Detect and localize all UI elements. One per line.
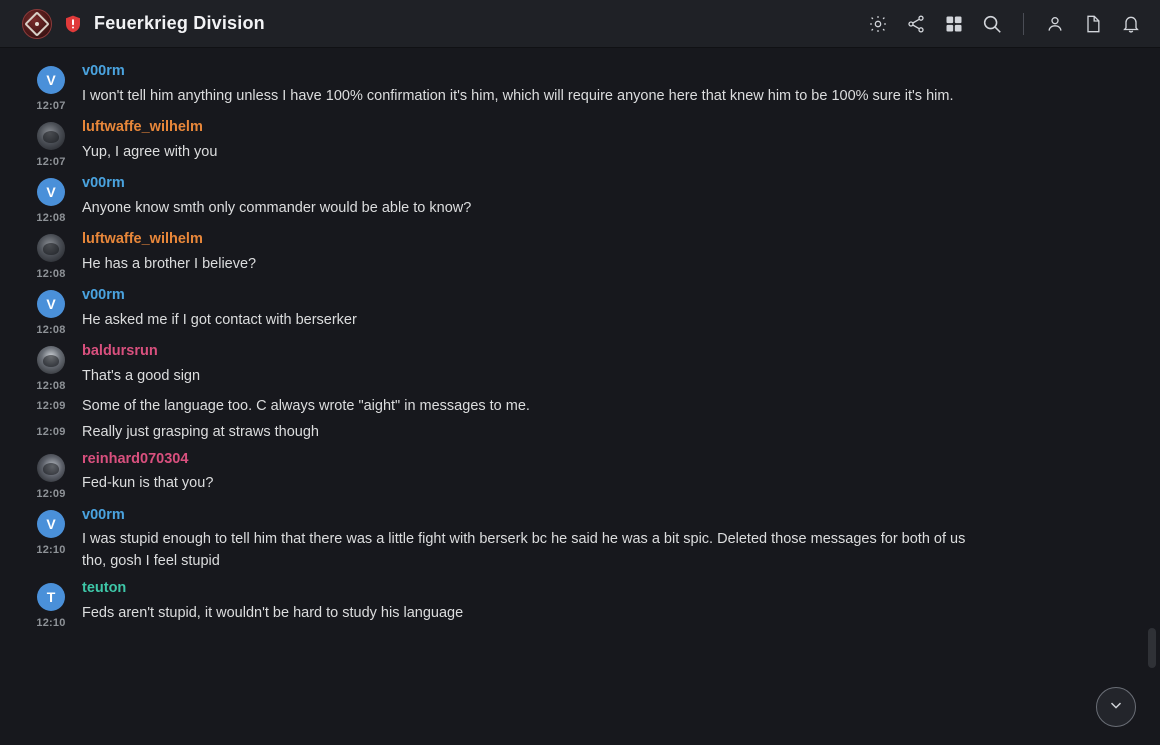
message-gutter [20,422,82,444]
message-username[interactable]: v00rm [82,287,125,303]
message-group [0,282,1160,338]
jump-to-bottom-button[interactable] [1096,687,1136,727]
message-text: Yup, I agree with you [82,143,218,160]
shield-exclamation-icon [64,14,82,34]
message-timestamp: 12:08 [36,212,66,224]
message-username[interactable]: v00rm [82,63,125,79]
message-timestamp: 12:10 [36,616,66,629]
gear-icon[interactable] [867,13,889,35]
avatar[interactable] [37,454,65,482]
header-divider [1023,13,1024,35]
message-username[interactable]: baldursrun [82,343,158,359]
grid-icon[interactable] [943,13,965,35]
message-group [0,446,1160,502]
message-body [82,116,1140,168]
file-icon[interactable] [1082,13,1104,35]
message-gutter [20,340,82,392]
message-timestamp: 12:09 [36,425,66,438]
message-gutter [20,116,82,168]
message-group [0,226,1160,282]
message-group [0,575,1160,631]
message-text: Anyone know smth only commander would be able to know? [82,199,472,216]
message-text: That's a good sign [82,367,201,384]
message-group [0,58,1160,114]
message-body [82,448,1140,500]
message-timestamp: 12:08 [36,324,66,336]
bell-icon[interactable] [1120,13,1142,35]
message-text: He has a brother I believe? [82,255,257,272]
avatar[interactable] [37,346,65,374]
message-gutter [20,504,82,573]
message-text: I was stupid enough to tell him that there was a little fight with berserk bc he said he was a bit spic. Deleted those messages for both of us tho, gosh I feel stupid [82,531,966,570]
message-body [82,60,1140,112]
message-username[interactable]: luftwaffe_wilhelm [82,231,203,247]
message-timestamp: 12:07 [36,100,66,112]
message-body [82,422,1140,444]
message-list[interactable] [0,48,1160,745]
message-timestamp: 12:08 [36,268,66,280]
page-title: Feuerkrieg Division [94,13,265,33]
message-username[interactable]: reinhard070304 [82,450,189,467]
message-gutter [20,284,82,336]
message-body [82,228,1140,280]
message-text: He asked me if I got contact with berserker [82,311,357,328]
avatar[interactable] [37,234,65,262]
message-gutter [20,448,82,500]
app-header [0,0,1160,48]
message-gutter [20,577,82,629]
chat-scrollbar-thumb[interactable] [1148,628,1156,668]
message-group [0,170,1160,226]
avatar[interactable]: T [37,583,65,611]
message-timestamp: 12:09 [36,487,66,500]
members-icon[interactable] [1044,13,1066,35]
avatar[interactable]: V [37,66,65,94]
server-avatar[interactable] [22,9,52,39]
message-text: Fed-kun is that you? [82,475,214,492]
message-text: Really just grasping at straws though [82,423,319,440]
message-text: Some of the language too. C always wrote "aight" in messages to me. [82,398,530,414]
message-text: I won't tell him anything unless I have 100% confirmation it's him, which will require anyone here that knew him to be 100% sure it's him. [82,87,954,104]
header-left [22,9,867,39]
message-timestamp: 12:09 [36,400,66,412]
avatar[interactable] [37,122,65,150]
message-body [82,284,1140,336]
message-body [82,504,1140,573]
avatar[interactable]: V [37,178,65,206]
search-icon[interactable] [981,13,1003,35]
chat-scrollbar-track[interactable] [1150,48,1158,745]
message-username[interactable]: luftwaffe_wilhelm [82,119,203,135]
message-continuation [0,420,1160,446]
avatar[interactable]: V [37,290,65,318]
message-gutter [20,228,82,280]
message-timestamp: 12:10 [36,543,66,556]
avatar[interactable]: V [37,510,65,538]
message-group [0,114,1160,170]
message-body [82,577,1140,629]
message-text: Feds aren't stupid, it wouldn't be hard to study his language [82,604,464,621]
message-body [82,396,1140,418]
share-icon[interactable] [905,13,927,35]
message-body [82,172,1140,224]
message-continuation [0,394,1160,420]
message-timestamp: 12:08 [36,380,66,392]
message-group [0,338,1160,394]
message-gutter [20,172,82,224]
header-actions [867,13,1142,35]
message-body [82,340,1140,392]
message-username[interactable]: v00rm [82,175,125,191]
message-gutter [20,60,82,112]
message-username[interactable]: v00rm [82,506,125,523]
chevron-down-icon [1107,696,1125,719]
message-gutter [20,396,82,418]
message-username[interactable]: teuton [82,579,127,596]
message-timestamp: 12:07 [36,156,66,168]
message-group [0,502,1160,575]
